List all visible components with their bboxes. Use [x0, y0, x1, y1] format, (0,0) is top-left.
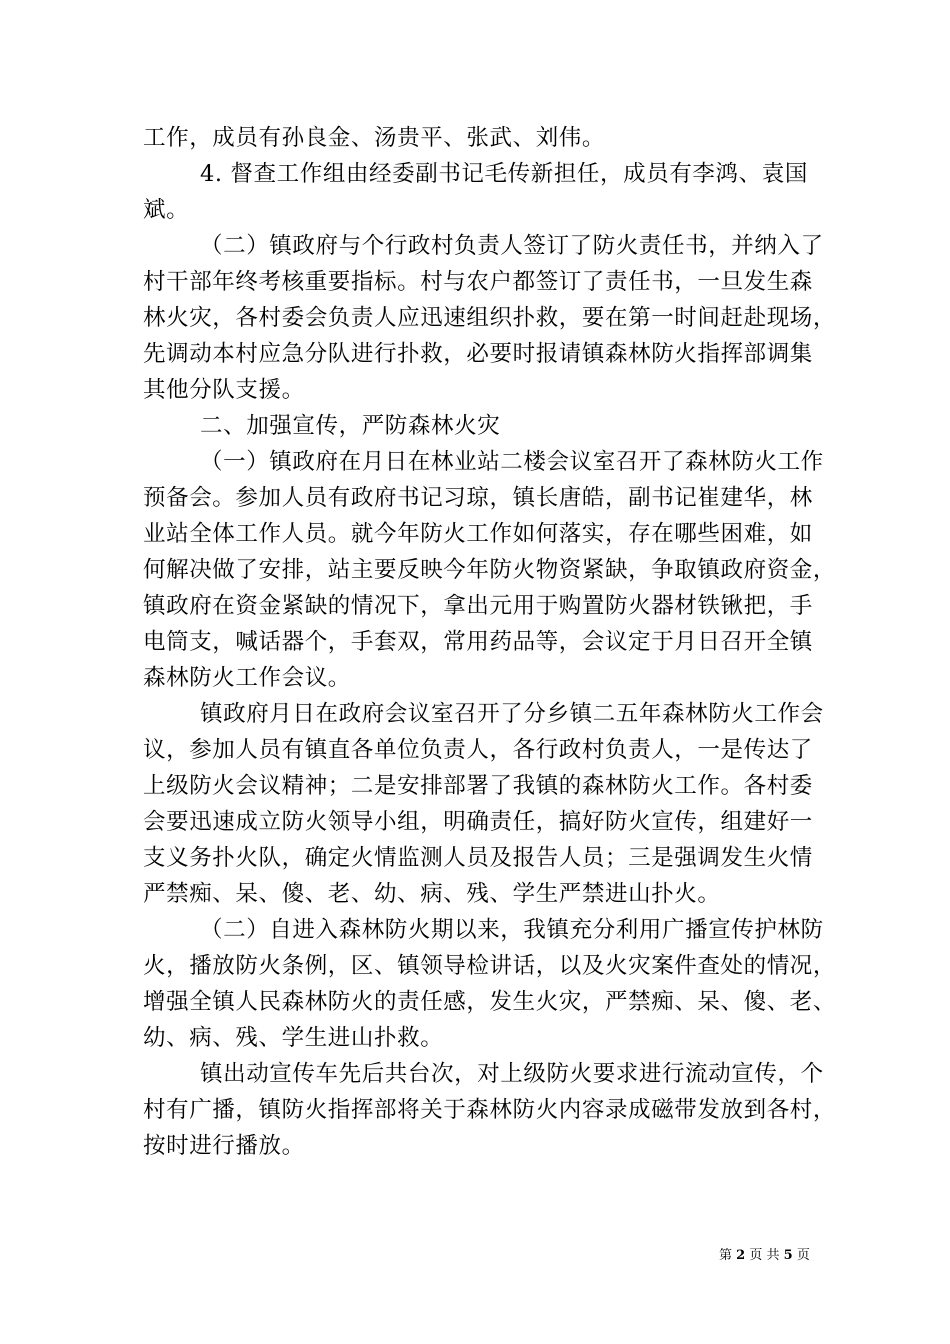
text-line: 电筒支，喊话器个，手套双，常用药品等，会议定于月日召开全镇 [143, 629, 813, 655]
section-heading: 二、加强宣传，严防森林火灾 [200, 413, 501, 439]
text-line: 村有广播，镇防火指挥部将关于森林防火内容录成磁带发放到各村， [143, 1097, 837, 1123]
footer-middle: 页 共 [749, 1248, 780, 1263]
text-line: （一）镇政府在月日在林业站二楼会议室召开了森林防火工作 [200, 449, 824, 475]
text-line: （二）镇政府与个行政村负责人签订了防火责任书，并纳入了 [200, 233, 824, 259]
text-line: 其他分队支援。 [143, 377, 305, 403]
footer-prefix: 第 [719, 1248, 733, 1263]
text-line: 斌。 [143, 197, 190, 223]
text-line: 会要迅速成立防火领导小组，明确责任，搞好防火宣传，组建好一 [143, 809, 813, 835]
text-line: 业站全体工作人员。就今年防火工作如何落实，存在哪些困难，如 [143, 521, 813, 547]
text-line: 4. 督查工作组由经委副书记毛传新担任，成员有李鸿、袁国 [200, 161, 808, 187]
text-line: 支义务扑火队，确定火情监测人员及报告人员；三是强调发生火情 [143, 845, 813, 871]
current-page-number: 2 [736, 1248, 746, 1263]
text-line: 议，参加人员有镇直各单位负责人，各行政村负责人，一是传达了 [143, 737, 813, 763]
text-line: 镇政府月日在政府会议室召开了分乡镇二五年森林防火工作会 [200, 701, 824, 727]
text-line: （二）自进入森林防火期以来，我镇充分利用广播宣传护林防 [200, 917, 824, 943]
text-line: 先调动本村应急分队进行扑救，必要时报请镇森林防火指挥部调集 [143, 341, 813, 367]
page-number-footer [719, 1247, 810, 1265]
text-line: 林火灾，各村委会负责人应迅速组织扑救，要在第一时间赶赴现场， [143, 305, 837, 331]
text-line: 村干部年终考核重要指标。村与农户都签订了责任书，一旦发生森 [143, 269, 813, 295]
text-line: 火，播放防火条例，区、镇领导检讲话，以及火灾案件查处的情况， [143, 953, 837, 979]
text-line: 森林防火工作会议。 [143, 665, 351, 691]
footer-suffix: 页 [796, 1248, 810, 1263]
text-line: 按时进行播放。 [143, 1133, 305, 1159]
text-line: 严禁痴、呆、傻、老、幼、病、残、学生严禁进山扑火。 [143, 881, 721, 907]
text-line: 幼、病、残、学生进山扑救。 [143, 1025, 444, 1051]
text-line: 镇政府在资金紧缺的情况下，拿出元用于购置防火器材铁锹把，手 [143, 593, 813, 619]
text-line: 增强全镇人民森林防火的责任感，发生火灾，严禁痴、呆、傻、老、 [143, 989, 837, 1015]
text-line: 何解决做了安排，站主要反映今年防火物资紧缺，争取镇政府资金， [143, 557, 837, 583]
total-page-number: 5 [783, 1248, 793, 1263]
text-line: 镇出动宣传车先后共台次，对上级防火要求进行流动宣传，个 [200, 1061, 824, 1087]
text-line: 工作，成员有孙良金、汤贵平、张武、刘伟。 [143, 125, 606, 151]
text-line: 预备会。参加人员有政府书记习琼，镇长唐皓，副书记崔建华，林 [143, 485, 813, 511]
text-line: 上级防火会议精神；二是安排部署了我镇的森林防火工作。各村委 [143, 773, 813, 799]
